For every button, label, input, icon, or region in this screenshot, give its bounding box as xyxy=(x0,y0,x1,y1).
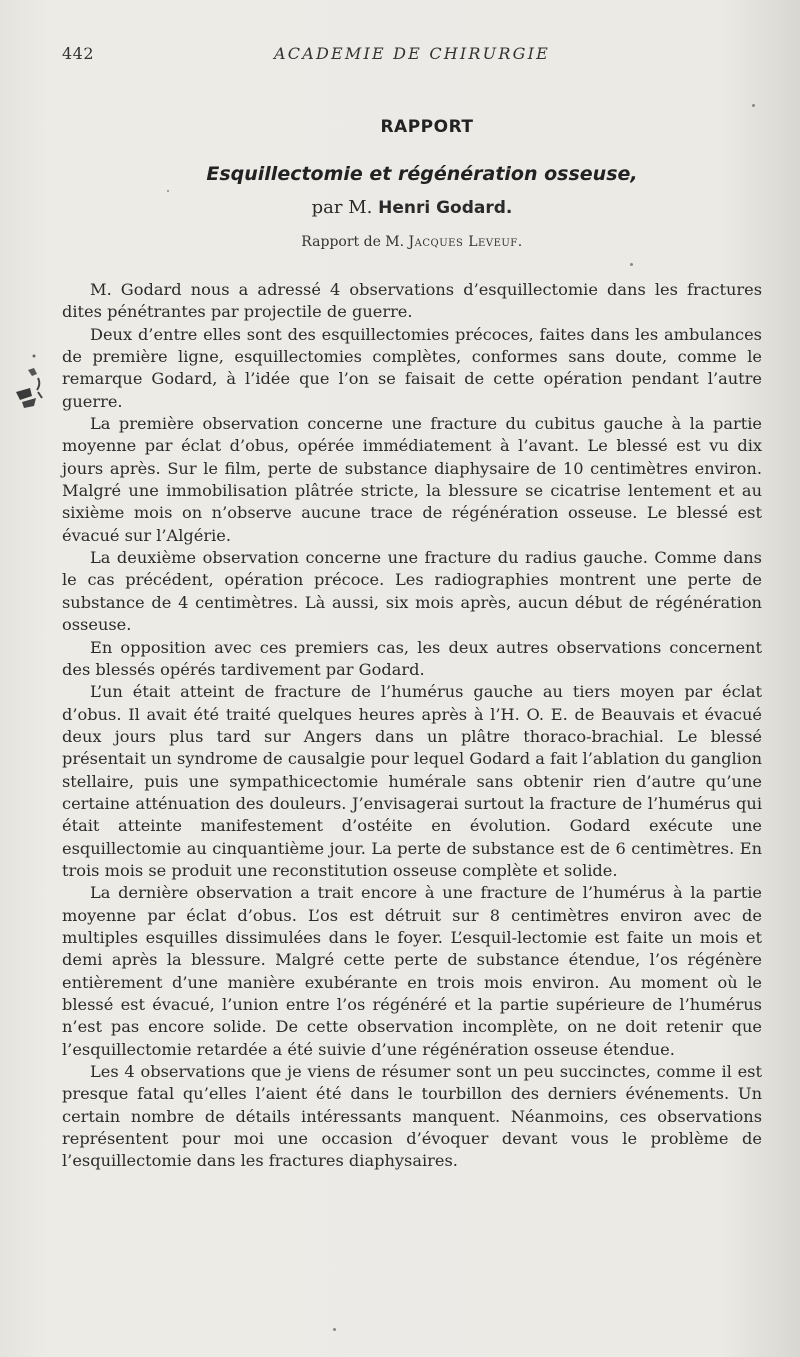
title-block xyxy=(62,117,762,250)
page-header xyxy=(62,44,762,68)
reporter-name: Jacques Leveuf. xyxy=(408,234,523,250)
paragraph: L’un était atteint de fracture de l’humérus gauche au tiers moyen par éclat d’obus. Il avait été traité quelques heures après à l’H. O. E. de Beauvais et évacué deux jours plus tard sur Angers dans un plâtre thoraco-brachial. Le blessé présentait un syndrome de causalgie pour lequel Godard a fait l’ablation du ganglion stellaire, puis une sympathicectomie humérale sans obtenir rien d’autre qu’une certaine atténuation des douleurs. J’envisagerai surtout la fracture de l’humérus qui était atteinte manifestement d’ostéite en évolution. Godard exécute une esquillectomie au cinquantième jour. La perte de substance est de 6 centimètres. En trois mois se produit une reconstitution osseuse complète et solide. xyxy=(62,682,762,880)
byline-prefix: par M. xyxy=(311,197,379,218)
page-number: 442 xyxy=(62,44,95,63)
paragraph: En opposition avec ces premiers cas, les deux autres observations concernent des blessés opérés tardivement par Godard. xyxy=(62,637,762,679)
paragraph: Deux d’entre elles sont des esquillectomies précoces, faites dans les ambulances de première ligne, esquillectomies complètes, conformes sans doute, comme le remarque Godard, à l’idée que l’on se faisait de cette opération pendant l’autre guerre. xyxy=(62,324,762,411)
section-heading: RAPPORT xyxy=(380,117,474,137)
scan-speck xyxy=(630,263,633,266)
paragraph: La dernière observation a trait encore à une fracture de l’humérus à la partie moyenne par éclat d’obus. L’os est détruit sur 8 centimètres environ avec de multiples esquilles dissimulées dans le foyer. L’esquil-lectomie est faite un mois et demi après la blessure. Malgré cette perte de substance étendue, l’os régénère entièrement d’une manière exubérante en trois mois environ. Au moment où le blessé est évacué, l’union entre l’os régénéré et la partie supérieure de l’humérus n’est pas encore solide. De cette observation incomplète, on ne doit retenir que l’esquillectomie retardée a été suivie d’une régénération osseuse étendue. xyxy=(62,883,762,1059)
reporter-prefix: Rapport de M. xyxy=(301,234,409,250)
paragraph: La première observation concerne une fracture du cubitus gauche à la partie moyenne par éclat d’obus, opérée immédiatement à l’avant. Le blessé est vu dix jours après. Sur le film, perte de substance diaphysaire de 10 centimètres environ. Malgré une immobilisation plâtrée stricte, la blessure se cicatrise lentement et au sixième mois on n’observe aucune trace de régénération osseuse. Le blessé est évacué sur l’Algérie. xyxy=(62,414,762,545)
article-body xyxy=(62,279,762,1173)
reporter-line xyxy=(62,234,762,250)
paragraph: M. Godard nous a adressé 4 observations d’esquillectomie dans les fractures dites pénétrantes par projectile de guerre. xyxy=(62,280,762,322)
scan-speck xyxy=(167,190,169,192)
byline-author: Henri Godard. xyxy=(378,198,513,218)
running-head: ACADEMIE DE CHIRURGIE xyxy=(274,44,550,63)
paragraph: La deuxième observation concerne une fracture du radius gauche. Comme dans le cas précédent, opération précoce. Les radiographies montrent une perte de substance de 4 centimètres. Là aussi, six mois après, aucun début de régénération osseuse. xyxy=(62,548,762,635)
scan-speck xyxy=(333,1328,336,1331)
scan-speck xyxy=(752,104,755,107)
paragraph: Les 4 observations que je viens de résumer sont un peu succinctes, comme il est presque fatal qu’elles l’aient été dans le tourbillon des derniers événements. Un certain nombre de détails intéressants manquent. Néanmoins, ces observations représentent pour moi une occasion d’évoquer devant vous le problème de l’esquillectomie dans les fractures diaphysaires. xyxy=(62,1062,762,1171)
margin-scan-marks xyxy=(4,352,44,422)
article-subtitle: Esquillectomie et régénération osseuse, xyxy=(206,163,638,185)
byline xyxy=(62,197,762,218)
